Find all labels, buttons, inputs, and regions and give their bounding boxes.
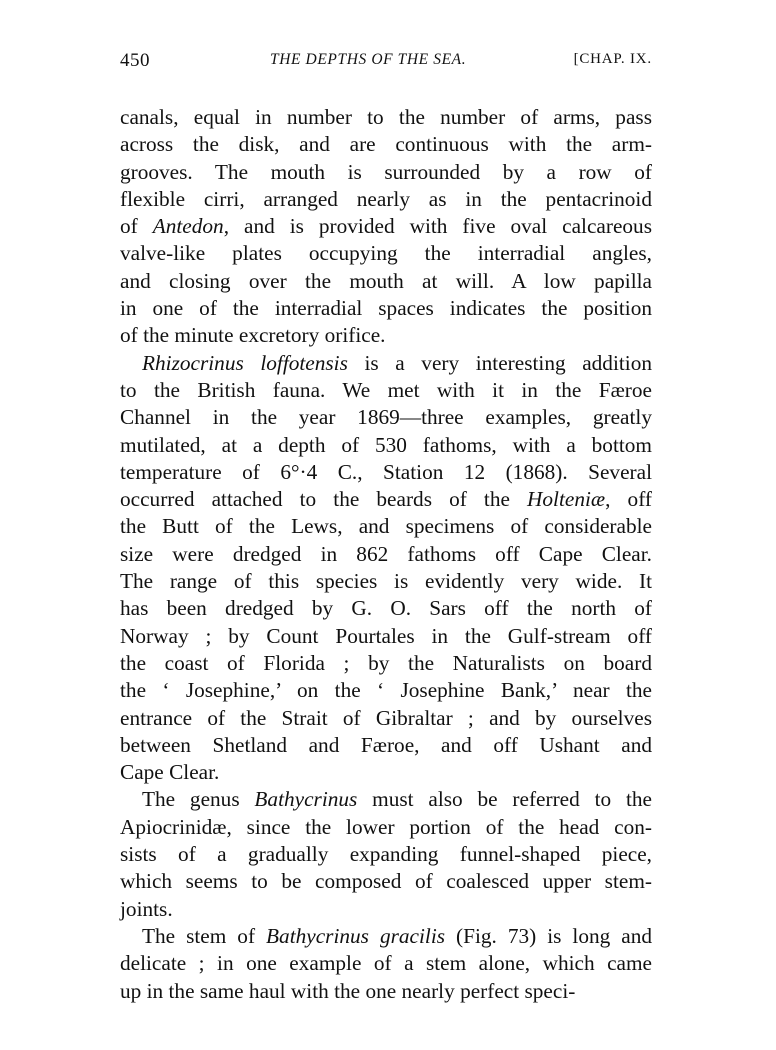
text-line: The range of this species is evidently very wide. It <box>120 569 652 594</box>
text-line: The stem of Bathycrinus gracilis (Fig. 73) is long and <box>142 923 652 948</box>
text-line: mutilated, at a depth of 530 fathoms, with a bottom <box>120 432 652 457</box>
text-line: Cape Clear. <box>120 760 220 785</box>
text-line: the coast of Florida ; by the Naturalists on board <box>120 650 652 675</box>
running-head <box>120 50 652 76</box>
text-line: Norway ; by Count Pourtales in the Gulf-stream off <box>120 623 652 648</box>
running-title: THE DEPTHS OF THE SEA. <box>270 51 467 68</box>
text-line: flexible cirri, arranged nearly as in the pentacrinoid <box>120 186 652 211</box>
text-line: across the disk, and are continuous with the arm- <box>120 132 652 157</box>
text-line: temperature of 6°·4 C., Station 12 (1868). Several <box>120 459 652 484</box>
page-number: 450 <box>120 50 150 71</box>
italic-term: Antedon <box>152 214 224 239</box>
text-line: delicate ; in one example of a stem alone, which came <box>120 951 652 976</box>
text-line: sists of a gradually expanding funnel-shaped piece, <box>120 842 652 867</box>
paragraph <box>120 104 652 350</box>
chapter-reference: [CHAP. IX. <box>573 51 652 67</box>
paragraph <box>120 786 652 922</box>
text-line: of the minute excretory orifice. <box>120 323 386 348</box>
text-line: in one of the interradial spaces indicates the position <box>120 296 652 321</box>
text-line: of Antedon, and is provided with five oval calcareous <box>120 214 652 239</box>
italic-term: Holteniæ <box>527 487 606 512</box>
text-line: entrance of the Strait of Gibraltar ; and by ourselves <box>120 705 652 730</box>
text-line: has been dredged by G. O. Sars off the north of <box>120 596 652 621</box>
text-line: the ‘ Josephine,’ on the ‘ Josephine Bank,’ near the <box>120 678 652 703</box>
text-line: between Shetland and Færoe, and off Ushant and <box>120 732 652 757</box>
text-line: and closing over the mouth at will. A low papilla <box>120 268 652 293</box>
paragraph <box>120 923 652 1005</box>
body-text <box>120 104 652 1005</box>
text-line: which seems to be composed of coalesced upper stem- <box>120 869 652 894</box>
text-line: grooves. The mouth is surrounded by a row of <box>120 159 652 184</box>
text-line: size were dredged in 862 fathoms off Cape Clear. <box>120 541 652 566</box>
text-line: to the British fauna. We met with it in the Færoe <box>120 377 652 402</box>
paragraph <box>120 350 652 787</box>
text-line: occurred attached to the beards of the Holteniæ, off <box>120 487 652 512</box>
text-line: joints. <box>120 896 173 921</box>
italic-term: Bathycrinus gracilis <box>266 923 446 948</box>
text-line: Channel in the year 1869—three examples, greatly <box>120 405 652 430</box>
italic-term: Bathycrinus <box>254 787 358 812</box>
italic-term: Rhizocrinus loffotensis <box>142 350 348 375</box>
text-line: valve-like plates occupying the interradial angles, <box>120 241 652 266</box>
text-line: Apiocrinidæ, since the lower portion of the head con- <box>120 814 652 839</box>
text-line: up in the same haul with the one nearly perfect speci- <box>120 978 576 1003</box>
book-page <box>120 50 652 1005</box>
text-line: The genus Bathycrinus must also be referred to the <box>142 787 652 812</box>
text-line: canals, equal in number to the number of arms, pass <box>120 105 652 129</box>
text-line: the Butt of the Lews, and specimens of considerable <box>120 514 652 539</box>
text-line: Rhizocrinus loffotensis is a very interesting addition <box>142 350 652 375</box>
